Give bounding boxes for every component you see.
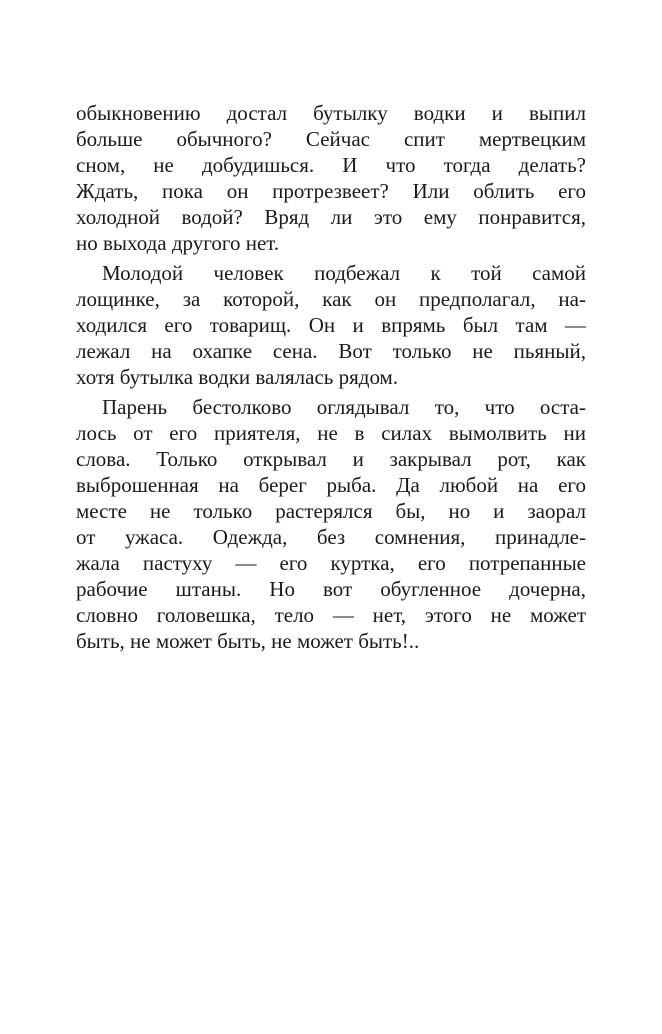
paragraph-3 — [76, 394, 586, 654]
text-line: лежал на охапке сена. Вот только не пьяный, — [76, 339, 586, 363]
text-line: словно головешка, тело — нет, этого не может — [76, 603, 586, 627]
text-line: холодной водой? Вряд ли это ему понравится, — [76, 205, 586, 229]
text-line: лось от его приятеля, не в силах вымолвить ни — [76, 421, 586, 445]
text-line: выброшенная на берег рыба. Да любой на его — [76, 473, 586, 497]
text-line: Парень бестолково оглядывал то, что оста- — [102, 395, 586, 419]
text-line: рабочие штаны. Но вот обугленное дочерна, — [76, 577, 586, 601]
text-line: слова. Только открывал и закрывал рот, как — [76, 447, 586, 471]
text-line: Ждать, пока он протрезвеет? Или облить его — [76, 179, 586, 203]
text-line: лощинке, за которой, как он предполагал, на- — [76, 287, 586, 311]
text-line: сном, не добудишься. И что тогда делать? — [76, 153, 586, 177]
text-line: ходился его товарищ. Он и впрямь был там — — [76, 313, 586, 337]
paragraph-2 — [76, 260, 586, 390]
text-line: больше обычного? Сейчас спит мертвецким — [76, 127, 586, 151]
text-line: месте не только растерялся бы, но и заорал — [76, 499, 586, 523]
paragraph-1 — [76, 100, 586, 256]
text-line: обыкновению достал бутылку водки и выпил — [76, 101, 586, 125]
text-line: жала пастуху — его куртка, его потрепанные — [76, 551, 586, 575]
text-line: от ужаса. Одежда, без сомнения, принадле- — [76, 525, 586, 549]
text-line: быть, не может быть, не может быть!.. — [76, 629, 420, 653]
text-line: хотя бутылка водки валялась рядом. — [76, 365, 399, 389]
page-text — [76, 100, 586, 658]
text-line: но выхода другого нет. — [76, 231, 280, 255]
text-line: Молодой человек подбежал к той самой — [102, 261, 586, 285]
